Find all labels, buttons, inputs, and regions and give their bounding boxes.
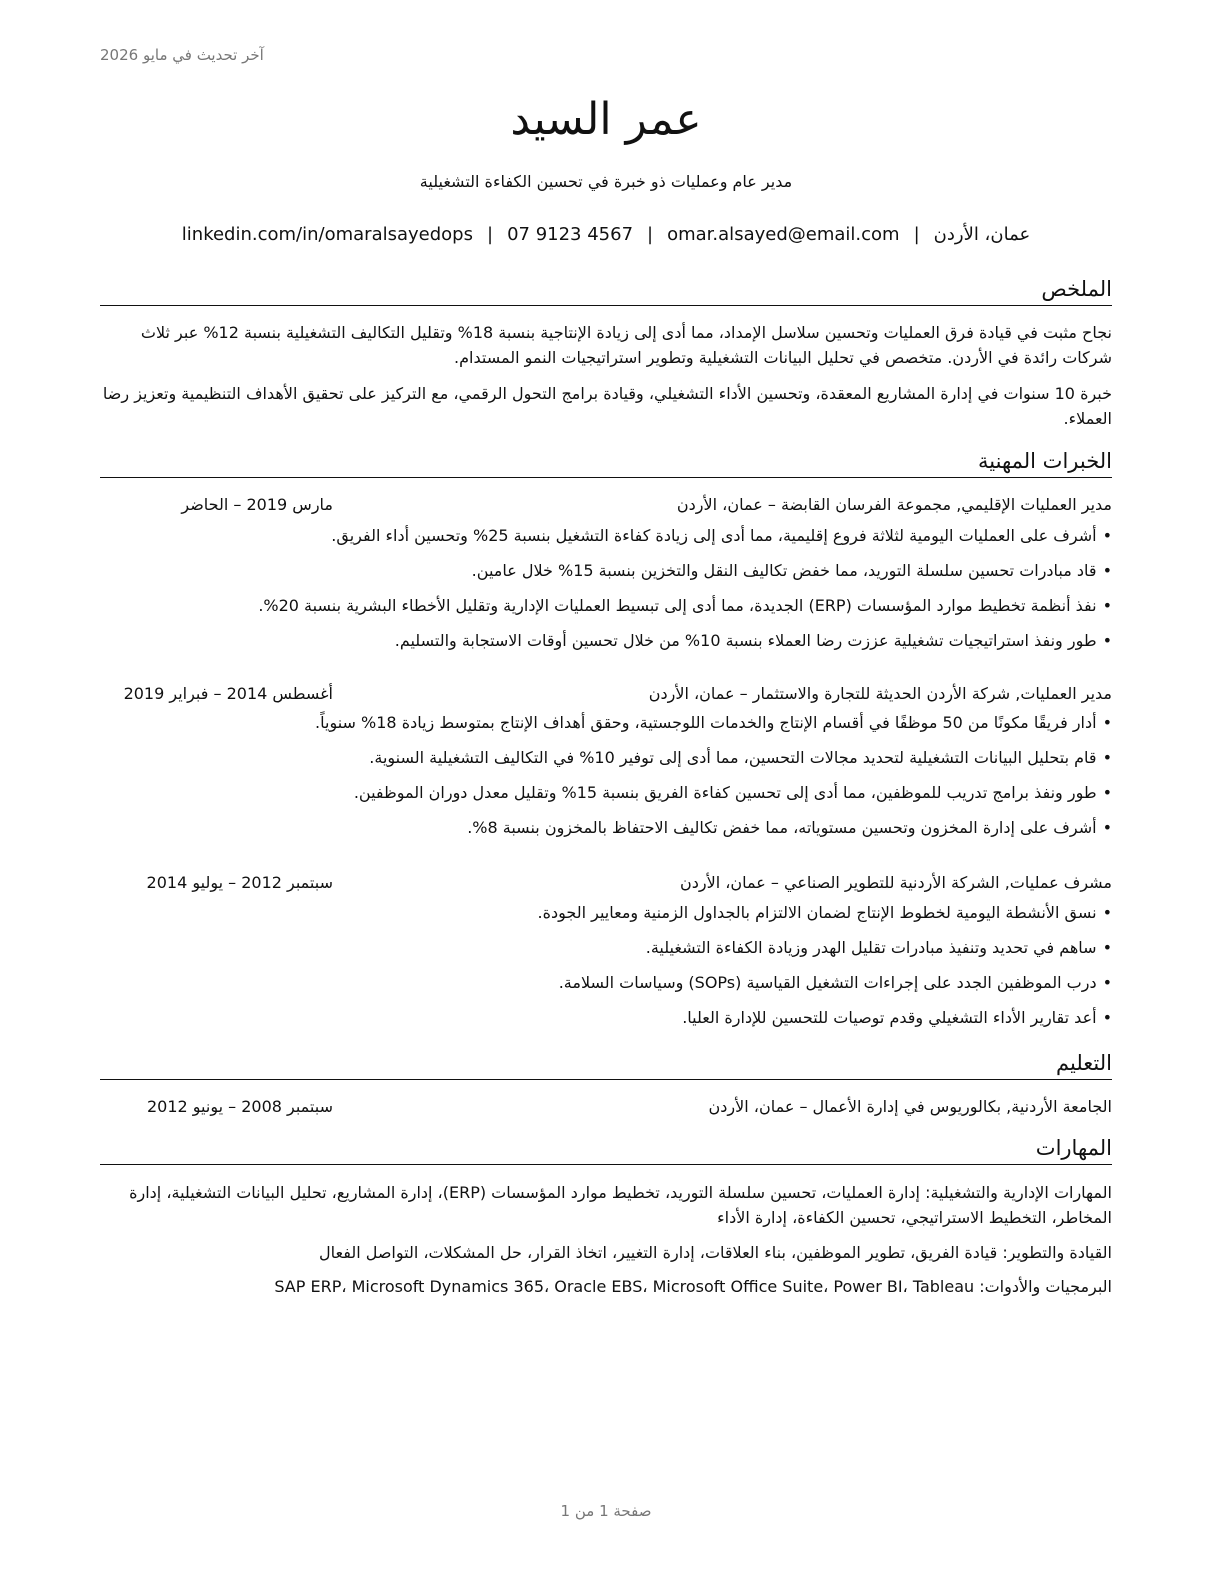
bullet-icon: •	[1102, 713, 1112, 732]
job-bullet: •نسق الأنشطة اليومية لخطوط الإنتاج لضمان الالتزام بالجداول الزمنية ومعايير الجودة.	[537, 903, 1112, 922]
job-bullet: •طور ونفذ برامج تدريب للموظفين، مما أدى إلى تحسين كفاءة الفريق بنسبة 15% وتقليل معدل دوران الموظفين.	[353, 783, 1112, 802]
bullet-icon: •	[1102, 1008, 1112, 1027]
section-title-summary: الملخص	[100, 275, 1112, 306]
contact-email[interactable]: omar.alsayed@email.com	[667, 224, 900, 245]
bullet-icon: •	[1102, 783, 1112, 802]
job-bullet: •أدار فريقًا مكونًا من 50 موظفًا في أقسام الإنتاج والخدمات اللوجستية، وحقق أهداف الإنتاج بمتوسط زيادة 18% سنوياً.	[315, 713, 1112, 732]
job-bullet-list	[100, 901, 1112, 1041]
page-number: صفحة 1 من 1	[560, 1502, 652, 1520]
bullet-icon: •	[1102, 631, 1112, 650]
job-header	[100, 493, 1112, 517]
section-title-education: التعليم	[100, 1049, 1112, 1080]
section-title-experience: الخبرات المهنية	[100, 447, 1112, 478]
contact-line	[100, 224, 1112, 245]
job-bullet: •أعد تقارير الأداء التشغيلي وقدم توصيات للتحسين للإدارة العليا.	[682, 1008, 1112, 1027]
job-header	[100, 871, 1112, 895]
summary-paragraph: خبرة 10 سنوات في إدارة المشاريع المعقدة، وتحسين الأداء التشغيلي، وقيادة برامج التحول الرقمي، مع التركيز على تحقيق الأهداف التنظيمية وتعزيز رضا العملاء.	[102, 384, 1112, 428]
job-bullet: •أشرف على العمليات اليومية لثلاثة فروع إقليمية، مما أدى إلى زيادة كفاءة التشغيل بنسبة 25% وتحسين أداء الفريق.	[331, 526, 1112, 545]
education-dates: سبتمبر 2008 – يونيو 2012	[146, 1097, 333, 1116]
job-role: مدير العمليات الإقليمي, مجموعة الفرسان القابضة – عمان، الأردن	[676, 495, 1112, 514]
resume-page	[100, 0, 1112, 1584]
bullet-icon: •	[1102, 561, 1112, 580]
candidate-name: عمر السيد	[510, 94, 702, 145]
job-bullet: •ساهم في تحديد وتنفيذ مبادرات تقليل الهدر وزيادة الكفاءة التشغيلية.	[645, 938, 1112, 957]
skills-line: المهارات الإدارية والتشغيلية: إدارة العمليات، تحسين سلسلة التوريد، تخطيط موارد المؤسسات (ERP)، إدارة المشاريع، تحليل البيانات التشغيلية، إدارة المخاطر، التخطيط الاستراتيجي، تحسين الكفاءة، إدارة الأداء	[129, 1183, 1112, 1227]
job-dates: سبتمبر 2012 – يوليو 2014	[146, 873, 333, 892]
job-bullet: •قاد مبادرات تحسين سلسلة التوريد، مما خفض تكاليف النقل والتخزين بنسبة 15% خلال عامين.	[471, 561, 1112, 580]
job-bullet: •درب الموظفين الجدد على إجراءات التشغيل القياسية (SOPs) وسياسات السلامة.	[558, 973, 1112, 992]
bullet-icon: •	[1102, 526, 1112, 545]
contact-location: عمان، الأردن	[933, 224, 1031, 245]
bullet-icon: •	[1102, 938, 1112, 957]
job-dates: أغسطس 2014 – فبراير 2019	[123, 684, 333, 703]
job-role: مشرف عمليات, الشركة الأردنية للتطوير الصناعي – عمان، الأردن	[680, 873, 1112, 892]
job-bullet: •نفذ أنظمة تخطيط موارد المؤسسات (ERP) الجديدة، مما أدى إلى تبسيط العمليات الإدارية وتقليل الأخطاء البشرية بنسبة 20%.	[258, 596, 1112, 615]
skills-line: البرمجيات والأدوات: SAP ERP، Microsoft Dynamics 365، Oracle EBS، Microsoft Office Suite، Power BI، Tableau	[274, 1277, 1112, 1296]
job-header	[100, 682, 1112, 706]
job-bullet-list	[100, 524, 1112, 664]
skills-line: القيادة والتطوير: قيادة الفريق، تطوير الموظفين، بناء العلاقات، إدارة التغيير، اتخاذ القرار، حل المشكلات، التواصل الفعال	[319, 1243, 1112, 1262]
job-bullet-list	[100, 711, 1112, 851]
contact-separator: |	[913, 224, 920, 245]
job-bullet: •قام بتحليل البيانات التشغيلية لتحديد مجالات التحسين، مما أدى إلى توفير 10% في التكاليف التشغيلية السنوية.	[369, 748, 1112, 767]
education-entry	[100, 1095, 1112, 1119]
bullet-icon: •	[1102, 973, 1112, 992]
candidate-headline: مدير عام وعمليات ذو خبرة في تحسين الكفاءة التشغيلية	[419, 172, 793, 191]
bullet-icon: •	[1102, 748, 1112, 767]
bullet-icon: •	[1102, 818, 1112, 837]
last-updated: آخر تحديث في مايو 2026	[100, 46, 264, 64]
job-role: مدير العمليات, شركة الأردن الحديثة للتجارة والاستثمار – عمان، الأردن	[648, 684, 1112, 703]
summary-paragraph: نجاح مثبت في قيادة فرق العمليات وتحسين سلاسل الإمداد، مما أدى إلى زيادة الإنتاجية بنسبة 18% وتقليل التكاليف التشغيلية بنسبة 12% عبر ثلاث شركات رائدة في الأردن. متخصص في تحليل البيانات التشغيلية وتطوير استراتيجيات النمو المستدام.	[140, 323, 1112, 367]
job-bullet: •طور ونفذ استراتيجيات تشغيلية عززت رضا العملاء بنسبة 10% من خلال تحسين أوقات الاستجابة والتسليم.	[394, 631, 1112, 650]
contact-separator: |	[647, 224, 654, 245]
contact-phone: 07 9123 4567	[507, 224, 634, 245]
section-title-skills: المهارات	[100, 1134, 1112, 1165]
contact-separator: |	[486, 224, 494, 245]
bullet-icon: •	[1102, 596, 1112, 615]
job-dates: مارس 2019 – الحاضر	[181, 495, 333, 514]
education-degree: الجامعة الأردنية, بكالوريوس في إدارة الأعمال – عمان، الأردن	[708, 1097, 1112, 1116]
contact-linkedin[interactable]: linkedin.com/in/omaralsayedops	[181, 224, 473, 245]
bullet-icon: •	[1102, 903, 1112, 922]
job-bullet: •أشرف على إدارة المخزون وتحسين مستوياته، مما خفض تكاليف الاحتفاظ بالمخزون بنسبة 8%.	[467, 818, 1112, 837]
